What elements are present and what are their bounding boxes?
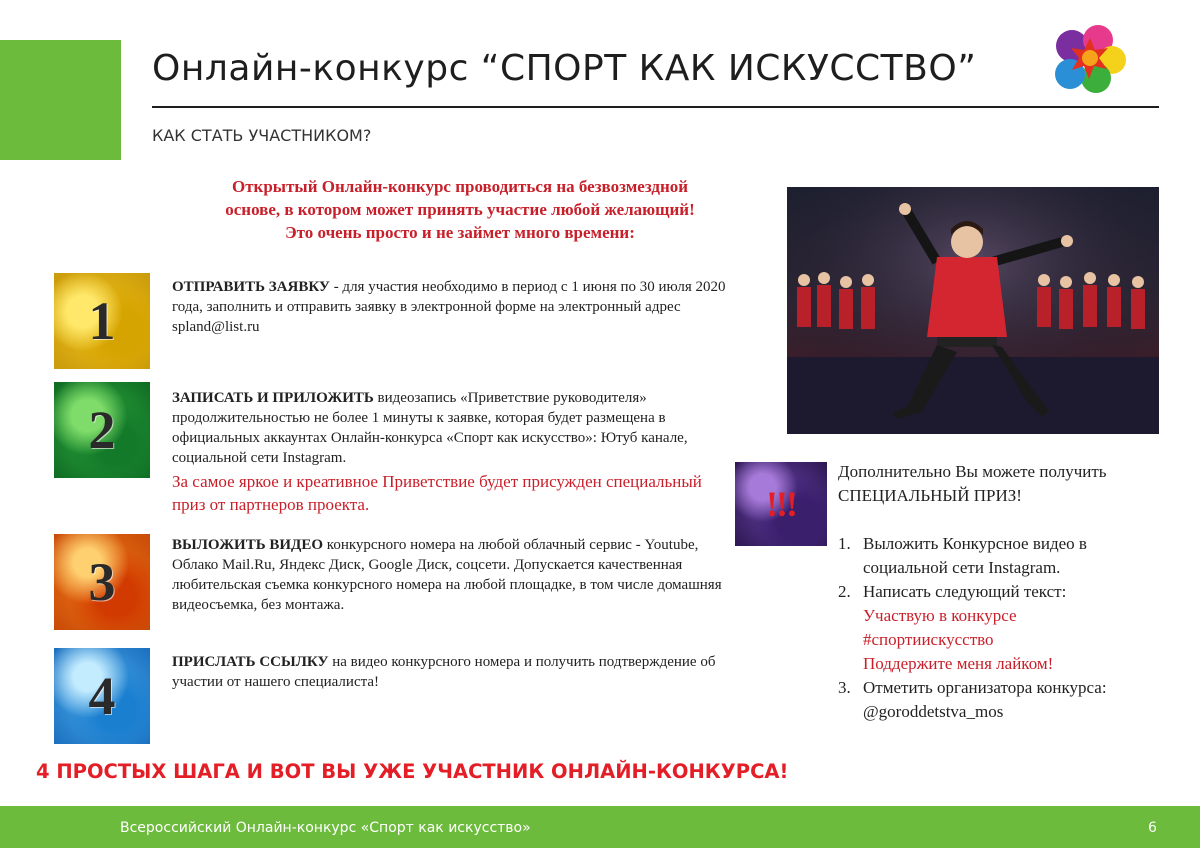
step-body: - для участия необходимо в период с 1 июня по 30 июля 2020 года, заполнить и отправить заявку в электронной форме на электронный адрес spland@list.ru — [172, 279, 726, 335]
list-number: 2. — [838, 582, 851, 601]
special-prize-heading — [838, 460, 1168, 508]
step-heading: ПРИСЛАТЬ ССЫЛКУ — [172, 654, 329, 670]
dancer-illustration — [787, 187, 1159, 434]
intro-text — [160, 175, 760, 244]
list-number: 3. — [838, 678, 851, 697]
suggested-text-line: Поддержите меня лайком! — [863, 654, 1054, 673]
step-body: на видео конкурсного номера и получить подтверждение об участии от нашего специалиста! — [172, 654, 716, 690]
step-number: 4 — [88, 666, 116, 726]
city-of-childhood-logo — [1052, 24, 1128, 96]
step-2-text — [172, 388, 732, 516]
suggested-text-line: Участвую в конкурсе — [863, 606, 1017, 625]
step-2-prize-note: За самое яркое и креативное Приветствие будет присужден специальный приз от партнеров проекта. — [172, 472, 702, 514]
list-item — [838, 676, 1168, 724]
step-1-text — [172, 277, 732, 337]
step-4-text — [172, 652, 732, 692]
step-4-image — [54, 648, 150, 744]
step-3-image — [54, 534, 150, 630]
step-number: 1 — [88, 291, 116, 351]
step-body: видеозапись «Приветствие руководителя» продолжительностью не более 1 минуты к заявке, которая будет размещена в официальных аккаунтах Онлайн-конкурса «Спорт как искусство»: Ютуб канале, социальной сети Instagram. — [172, 390, 688, 466]
step-number: 2 — [88, 400, 116, 460]
step-3-text — [172, 535, 732, 615]
list-text: Написать следующий текст: — [863, 582, 1067, 601]
step-1-image — [54, 273, 150, 369]
special-prize-line: СПЕЦИАЛЬНЫЙ ПРИЗ! — [838, 486, 1022, 505]
page-number: 6 — [1148, 820, 1157, 836]
step-number: 3 — [88, 552, 116, 612]
list-number: 1. — [838, 534, 851, 553]
tagline: 4 ПРОСТЫХ ШАГА И ВОТ ВЫ УЖЕ УЧАСТНИК ОНЛАЙН-КОНКУРСА! — [36, 760, 789, 783]
list-item — [838, 532, 1168, 580]
footer-text: Всероссийский Онлайн-конкурс «Спорт как искусство» — [120, 820, 531, 836]
special-prize-line: Дополнительно Вы можете получить — [838, 462, 1107, 481]
step-2-image — [54, 382, 150, 478]
special-prize-badge: !!! — [735, 462, 827, 546]
list-text: Выложить Конкурсное видео в социальной сети Instagram. — [863, 534, 1087, 577]
step-heading: ЗАПИСАТЬ И ПРИЛОЖИТЬ — [172, 390, 374, 406]
list-text: Отметить организатора конкурса: @goroddetstva_mos — [863, 678, 1107, 721]
intro-line: Это очень просто и не займет много времени: — [285, 223, 635, 242]
page-title: Онлайн-конкурс “СПОРТ КАК ИСКУССТВО” — [152, 48, 977, 89]
step-heading: ОТПРАВИТЬ ЗАЯВКУ — [172, 279, 330, 295]
dancer-photo — [787, 187, 1159, 434]
title-divider — [152, 106, 1159, 108]
special-prize-list — [838, 532, 1168, 724]
header-green-block — [0, 40, 121, 160]
intro-line: основе, в котором может принять участие любой желающий! — [225, 200, 695, 219]
step-body: конкурсного номера на любой облачный сервис - Youtube, Облако Mail.Ru, Яндекс Диск, Google Диск, соцсети. Допускается качественная любительская съемка конкурсного номера на любой площадке, в том числе домашняя видеосъемка, без монтажа. — [172, 537, 722, 613]
list-item — [838, 580, 1168, 676]
intro-line: Открытый Онлайн-конкурс проводиться на безвозмездной — [231, 177, 689, 196]
step-heading: ВЫЛОЖИТЬ ВИДЕО — [172, 537, 324, 553]
hashtag: #спортиискусство — [863, 630, 994, 649]
page-subtitle: КАК СТАТЬ УЧАСТНИКОМ? — [152, 126, 372, 145]
